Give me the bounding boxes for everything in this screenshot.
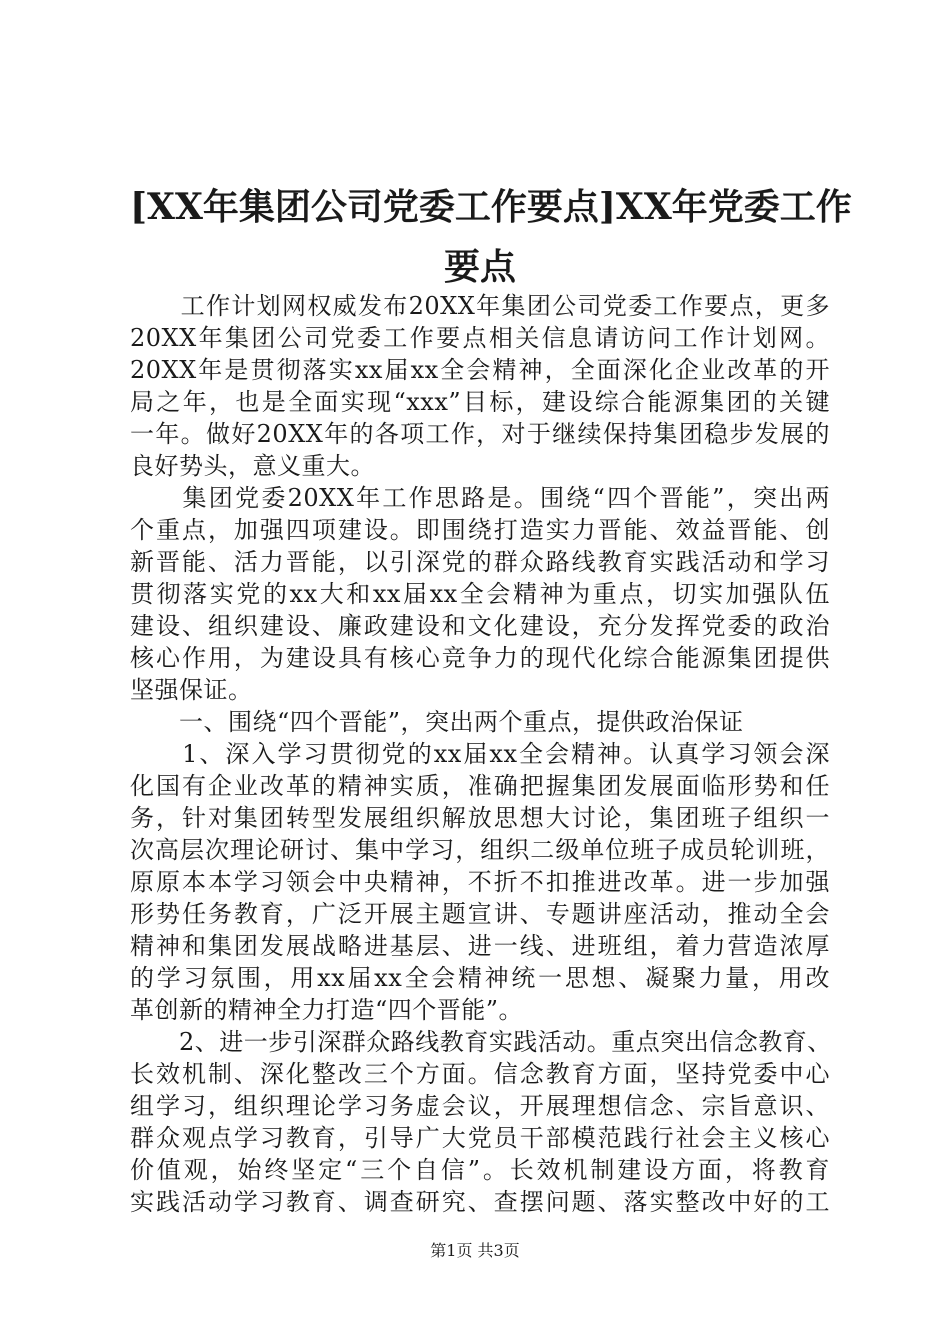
body-text-line: 1、深入学习贯彻党的xx届xx全会精神。认真学习领会深 [130,740,830,768]
body-text-line: 个重点，加强四项建设。即围绕打造实力晋能、效益晋能、创 [130,516,830,544]
body-text-line: 群众观点学习教育，引导广大党员干部模范践行社会主义核心 [130,1124,830,1152]
body-text-line: 组学习，组织理论学习务虚会议，开展理想信念、宗旨意识、 [130,1092,830,1120]
page-footer: 第1页 共3页 [430,1241,520,1260]
body-text-line: 2、进一步引深群众路线教育实践活动。重点突出信念教育、 [130,1028,832,1056]
body-text-line: 形势任务教育，广泛开展主题宣讲、专题讲座活动，推动全会 [130,900,830,928]
body-text-line: 新晋能、活力晋能，以引深党的群众路线教育实践活动和学习 [130,548,830,576]
body-text-line: 次高层次理论研讨、集中学习，组织二级单位班子成员轮训班， [130,836,830,864]
body-text-line: 良好势头，意义重大。 [130,452,375,480]
body-text-line: 的学习氛围，用xx届xx全会精神统一思想、凝聚力量，用改 [130,964,830,992]
body-text-line: 核心作用，为建设具有核心竞争力的现代化综合能源集团提供 [130,644,830,672]
body-text-line: 一、围绕“四个晋能”，突出两个重点，提供政治保证 [130,708,744,736]
document-title-line-2: 要点 [443,246,516,288]
document-body [130,290,830,1218]
body-text-line: 化国有企业改革的精神实质，准确把握集团发展面临形势和任 [130,772,830,800]
body-text-line: 工作计划网权威发布20XX年集团公司党委工作要点，更多 [130,292,830,320]
body-text-line: 贯彻落实党的xx大和xx届xx全会精神为重点，切实加强队伍 [130,580,830,608]
body-text-line: 集团党委20XX年工作思路是。围绕“四个晋能”，突出两 [130,484,830,512]
body-text-line: 务，针对集团转型发展组织解放思想大讨论，集团班子组织一 [130,804,830,832]
body-text-line: 坚强保证。 [130,676,253,704]
body-text-line: 20XX年集团公司党委工作要点相关信息请访问工作计划网。 [130,324,830,352]
body-text-line: 革创新的精神全力打造“四个晋能”。 [130,996,524,1024]
body-text-line: 原原本本学习领会中央精神，不折不扣推进改革。进一步加强 [130,868,830,896]
body-text-line: 长效机制、深化整改三个方面。信念教育方面，坚持党委中心 [130,1060,830,1088]
body-text-line: 一年。做好20XX年的各项工作，对于继续保持集团稳步发展的 [130,420,830,448]
body-text-line: 20XX年是贯彻落实xx届xx全会精神，全面深化企业改革的开 [130,356,830,384]
body-text-line: 实践活动学习教育、调查研究、查摆问题、落实整改中好的工 [130,1188,830,1216]
body-text-line: 局之年，也是全面实现“xxx”目标，建设综合能源集团的关键 [130,388,830,416]
body-text-line: 精神和集团发展战略进基层、进一线、进班组，着力营造浓厚 [130,932,830,960]
body-text-line: 建设、组织建设、廉政建设和文化建设，充分发挥党委的政治 [130,612,830,640]
body-text-line: 价值观，始终坚定“三个自信”。长效机制建设方面，将教育 [130,1156,830,1184]
document-title-line-1: [XX年集团公司党委工作要点]XX年党委工作 [130,186,852,228]
